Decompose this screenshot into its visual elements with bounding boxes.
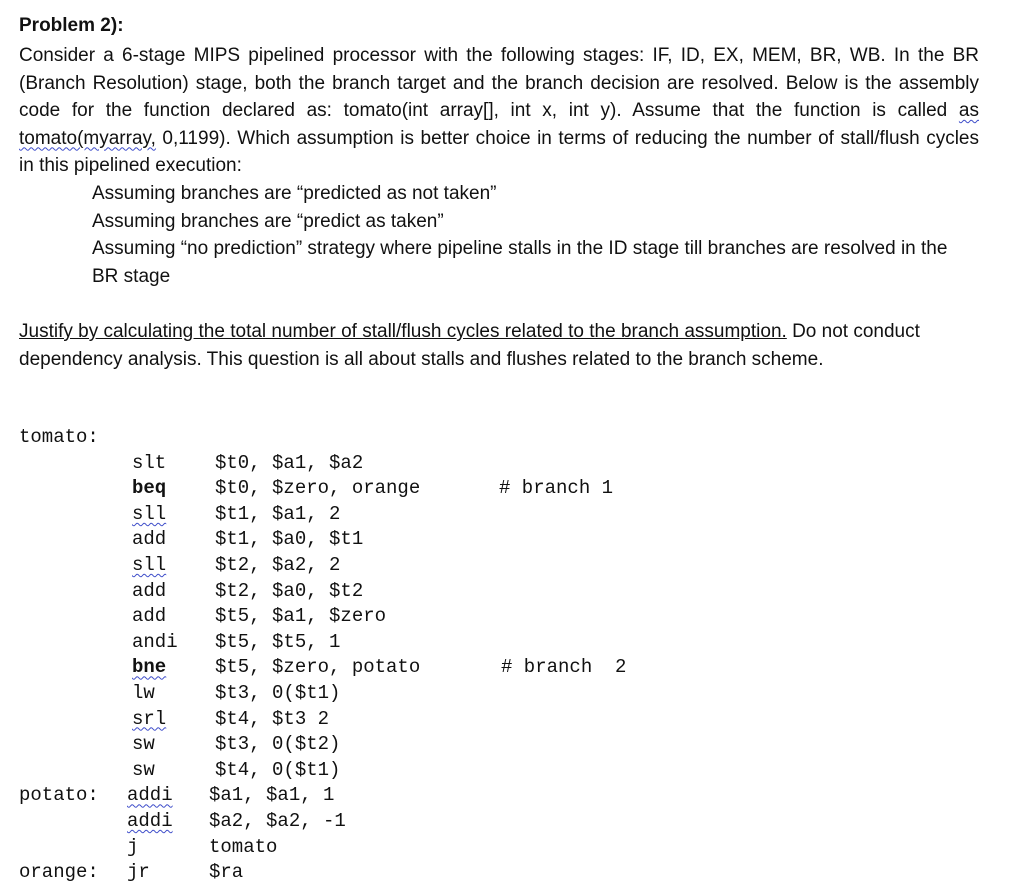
operands: $t1, $a1, 2 [215,502,341,525]
operands: $t3, 0($t1) [215,681,341,704]
operands: $t1, $a0, $t1 [215,528,364,551]
operands: $t5, $zero, potato [215,656,421,679]
opcode: j [127,835,139,858]
operands: tomato [209,835,278,858]
opcode: sll [132,553,167,576]
code-label: potato: [19,784,99,807]
function-label: tomato: [19,426,99,448]
operands: $t4, 0($t1) [215,758,341,781]
justify-underlined: Justify by calculating the total number of stall/flush cycles related to the branch assumption. [19,321,787,342]
operands: $t2, $a2, 2 [215,553,341,576]
operands: $t0, $zero, orange [215,477,421,500]
option-not-taken: Assuming branches are “predicted as not taken” [92,183,497,204]
problem-paragraph [19,42,979,180]
operands: $t2, $a0, $t2 [215,579,364,602]
opcode: beq [132,477,167,500]
paragraph-end: 0,1199). Which assumption is better choice in terms of reducing the number of stall/flush cycles in this pipelined execution: [19,127,979,176]
opcode: bne [132,656,167,679]
option-no-prediction: Assuming “no prediction” strategy where pipeline stalls in the ID stage till branches are resolved in the BR stage [92,238,948,287]
operands: $t5, $a1, $zero [215,605,387,628]
branch-comment: # branch 2 [501,656,627,679]
opcode: sw [132,733,155,756]
operands: $t3, 0($t2) [215,733,341,756]
option-taken: Assuming branches are “predict as taken” [92,210,444,232]
operands: $t4, $t3 2 [215,707,330,730]
problem-title: Problem 2): [19,15,124,36]
operands: $a1, $a1, 1 [209,784,335,807]
opcode: add [132,528,167,551]
operands: $t0, $a1, $a2 [215,451,364,474]
opcode: lw [132,681,155,704]
opcode: addi [127,809,173,832]
operands: $a2, $a2, -1 [209,809,346,832]
justify-instruction [19,318,979,373]
branch-comment: # branch 1 [499,477,614,500]
option-list [92,180,972,290]
opcode: add [132,579,167,602]
opcode: srl [132,707,167,730]
paragraph-start: Consider a 6-stage MIPS pipelined processor with the following stages: IF, ID, EX, MEM, BR, WB. In the BR (Branch Resolution) stage, both the branch target and the branch decision are resolved. Below is the assembly code for the function declared as: tomato(int array[], int x, int y). Assume that the function is called [19,45,979,121]
opcode: slt [132,451,167,474]
function-call-text: as tomato(myarray, [19,100,979,149]
opcode: sll [132,502,167,525]
operands: $ra [209,861,244,884]
code-label: orange: [19,861,99,884]
opcode: andi [132,630,178,653]
operands: $t5, $t5, 1 [215,630,341,653]
opcode: add [132,605,167,628]
opcode: sw [132,758,155,781]
justify-rest: Do not conduct dependency analysis. This question is all about stalls and flushes related to the branch scheme. [19,321,920,370]
opcode: addi [127,784,173,807]
opcode: jr [127,861,150,884]
